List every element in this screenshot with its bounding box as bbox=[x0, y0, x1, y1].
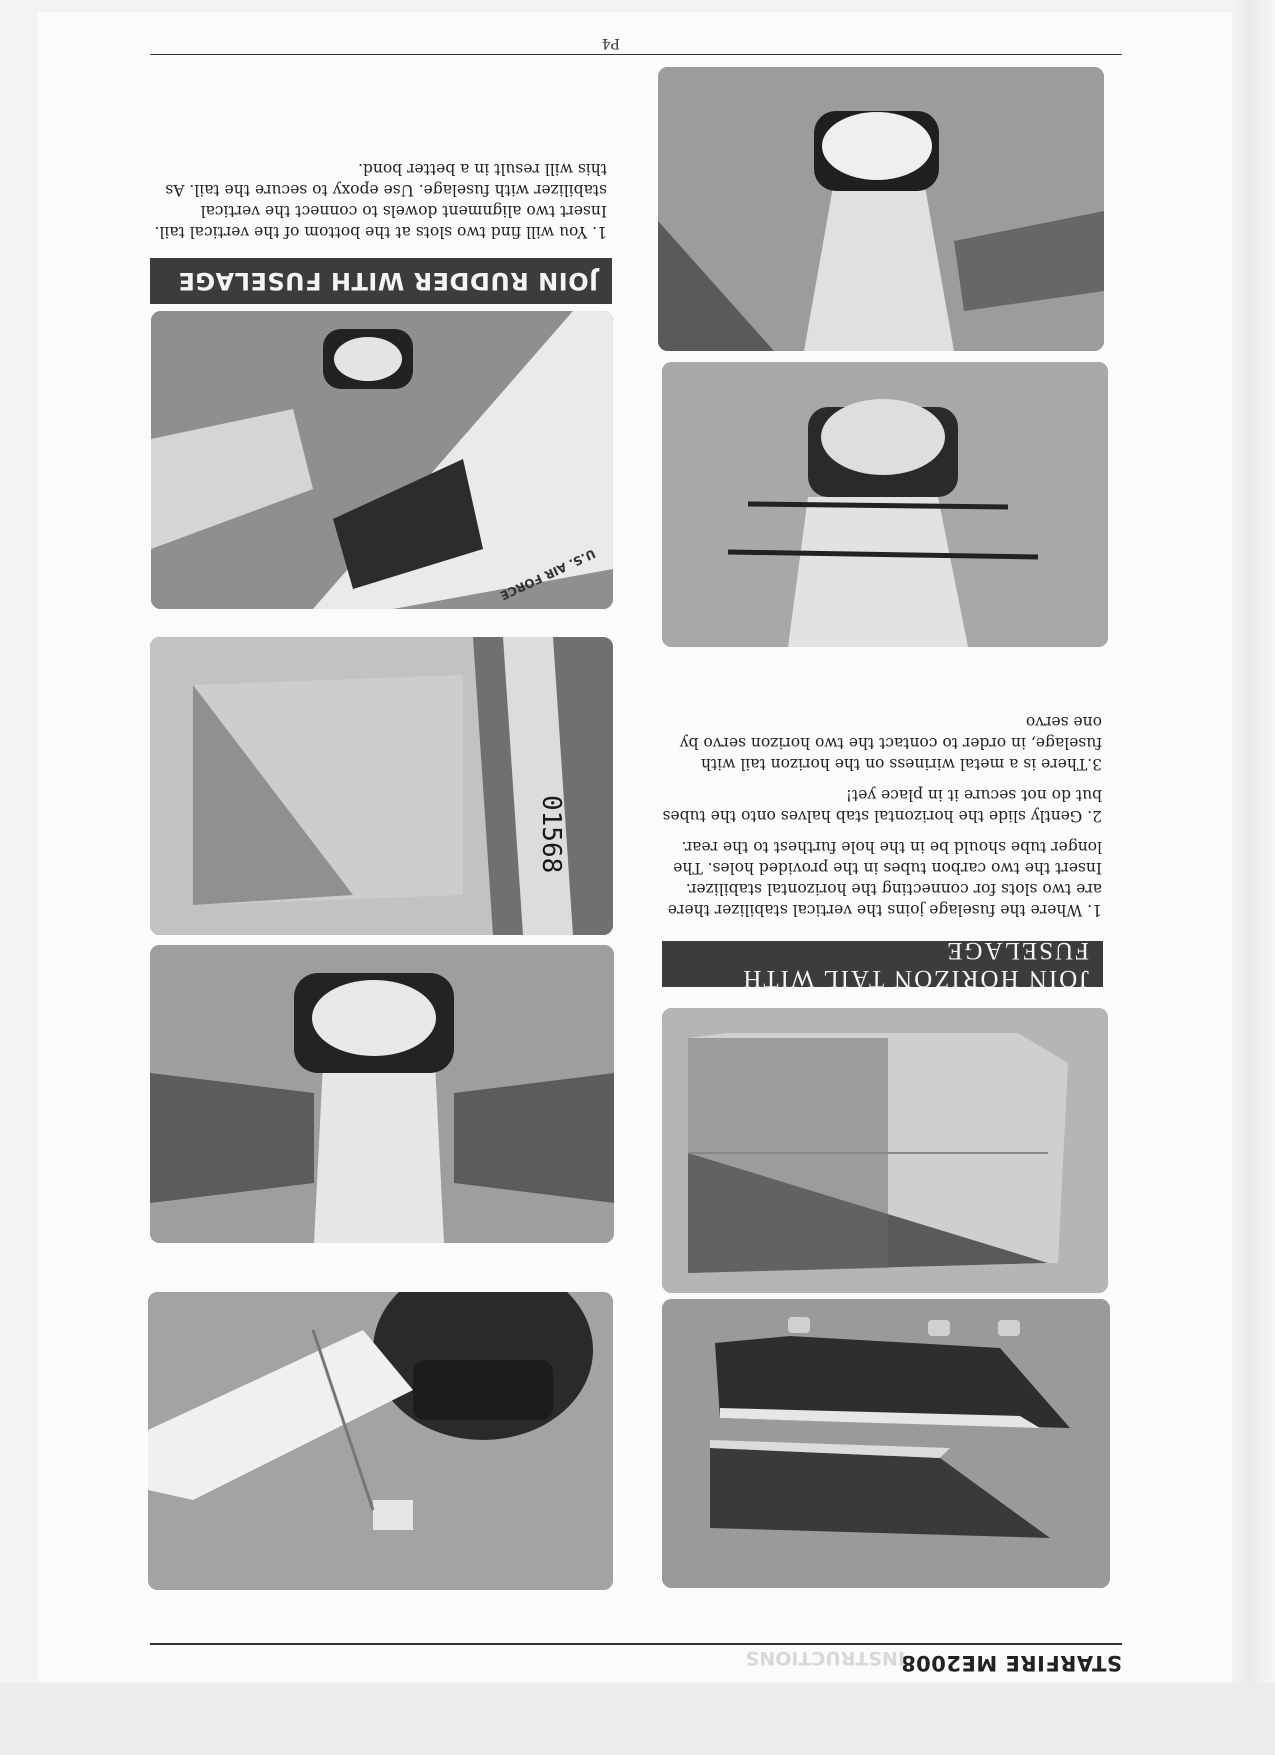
header-rule bbox=[150, 1643, 1122, 1645]
fin-closeup-drawing bbox=[150, 637, 613, 935]
horizon-steps bbox=[662, 701, 1102, 920]
heading-rudder-text: JOIN RUDDER WITH FUSELAGE bbox=[178, 267, 598, 295]
photo-fin-closeup bbox=[150, 637, 613, 935]
heading-horizon-text: JOIN HORIZON TAIL WITH FUSELAGE bbox=[741, 937, 1089, 992]
fuselage-markings-drawing bbox=[151, 311, 613, 609]
footer-rule bbox=[150, 54, 1122, 55]
fuselage-number-text: 01568 bbox=[536, 795, 566, 874]
heading-horizon bbox=[662, 937, 1103, 992]
tail-seated-drawing bbox=[150, 945, 614, 1243]
horizon-step-3: 3.There is a metal wiriness on the horizon tail with fuselage, in order to contact the two horizon servo by one servo bbox=[679, 713, 1102, 773]
horizon-step-1: 1. Where the fuselage joins the vertical stabilizer there are two slots for connecting the horizontal stabilizer. Insert the two carbon tubes in the provided holes. The longer tube should be in the hole furthest to the rear. bbox=[667, 838, 1102, 919]
photo-tail-cone bbox=[658, 67, 1104, 351]
rudder-step-1: 1. You will find two slots at the bottom of the vertical tail. Insert two alignment dowels to connect the vertical stabilizer with fuselage. Use epoxy to secure the tail. As this will result in a better bond. bbox=[154, 160, 607, 241]
photo-tail-seated bbox=[150, 945, 614, 1243]
air-force-text: U.S. AIR FORCE bbox=[497, 546, 598, 603]
header-title: STARFIRE ME2008 bbox=[900, 1651, 1122, 1675]
rudder-steps bbox=[152, 148, 607, 242]
page-number: P4 bbox=[601, 35, 620, 51]
horizon-step-2: 2. Gently slide the horizontal stab halves onto the tubes but do not secure it in place yet! bbox=[662, 786, 1102, 825]
photo-fuselage-markings bbox=[151, 311, 613, 609]
photo-stab-halves bbox=[662, 1299, 1110, 1588]
photo-carbon-tubes bbox=[662, 362, 1108, 647]
motor-drive-drawing bbox=[148, 1292, 613, 1590]
vertical-fin-drawing bbox=[662, 1008, 1108, 1293]
photo-vertical-fin bbox=[662, 1008, 1108, 1293]
scan-right-margin bbox=[1232, 0, 1275, 1755]
photo-motor-drive bbox=[148, 1292, 613, 1590]
scan-bottom-strip bbox=[0, 1683, 1275, 1755]
ghost-heading: INSTRUCTIONS bbox=[745, 1647, 905, 1669]
stab-halves-drawing bbox=[662, 1299, 1110, 1588]
heading-rudder bbox=[150, 258, 612, 304]
tail-cone-drawing bbox=[658, 67, 1104, 351]
carbon-tubes-drawing bbox=[662, 362, 1108, 647]
